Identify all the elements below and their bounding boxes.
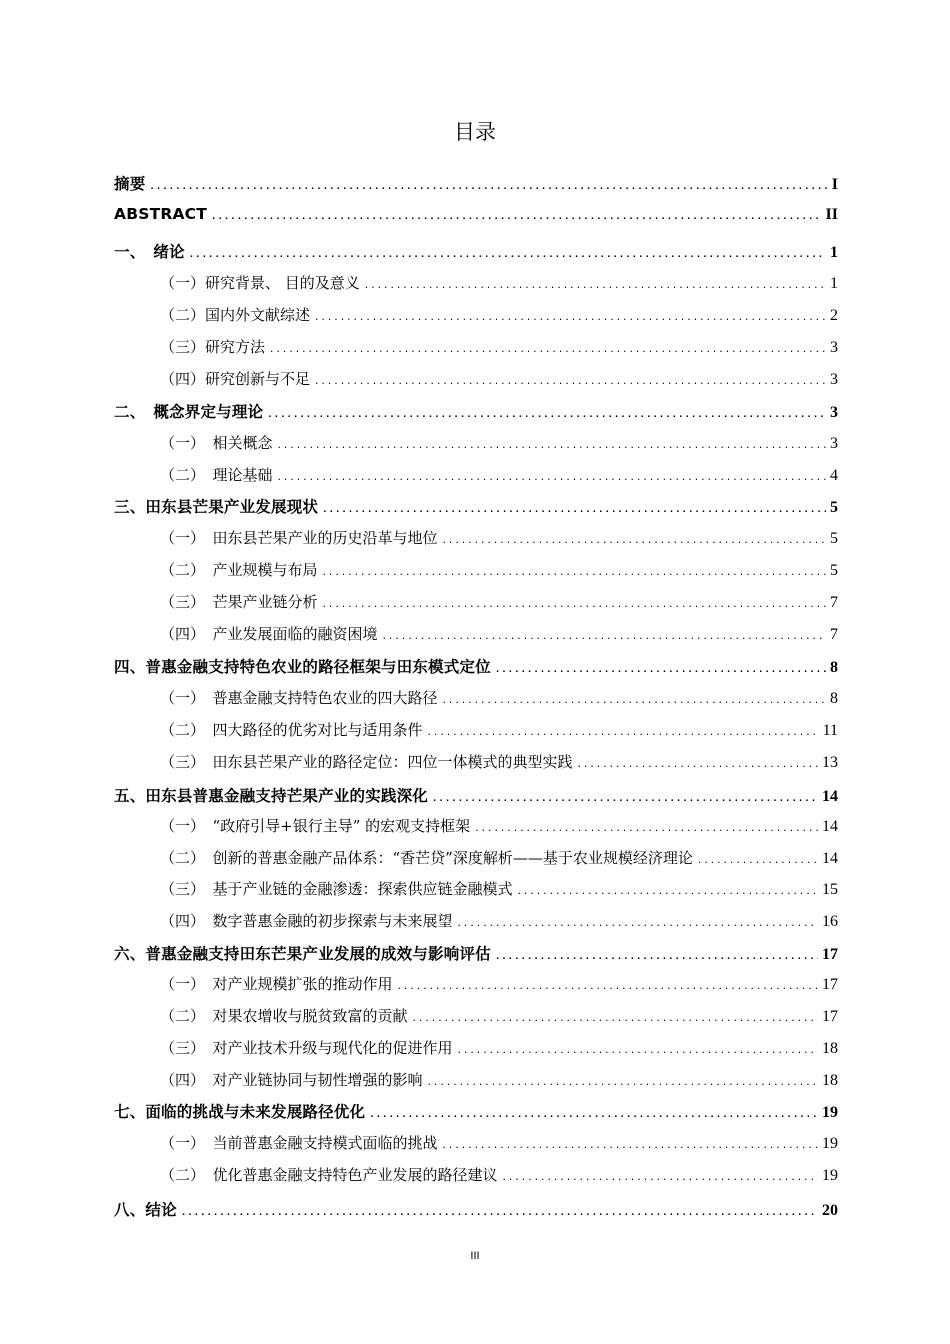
toc-dot-leader: [474, 824, 818, 834]
toc-dot-leader: [181, 1208, 818, 1218]
toc-entry-label: ABSTRACT: [114, 205, 208, 223]
toc-entry-page: II: [825, 206, 838, 223]
toc-entry-label: （二） 产业规模与布局: [160, 561, 318, 579]
toc-entry[interactable]: [114, 942, 838, 966]
toc-entry[interactable]: [114, 655, 838, 679]
toc-dot-leader: [269, 345, 826, 355]
toc-dot-leader: [149, 182, 827, 192]
toc-dot-leader: [277, 473, 826, 483]
toc-entry[interactable]: [160, 910, 838, 934]
toc-entry-page: 3: [830, 404, 838, 421]
toc-entry-page: 19: [822, 1104, 838, 1121]
toc-entry-label: （二）国内外文献综述: [160, 306, 311, 324]
toc-entry-label: 七、面临的挑战与未来发展路径优化: [114, 1103, 366, 1121]
toc-entry-page: 17: [822, 946, 838, 963]
toc-dot-leader: [457, 1046, 818, 1056]
toc-dot-leader: [517, 887, 818, 897]
toc-entry-label: （三） 芒果产业链分析: [160, 593, 318, 611]
toc-entry[interactable]: [114, 1198, 838, 1222]
toc-entry-page: 8: [830, 659, 838, 676]
toc-dot-leader: [369, 1110, 818, 1120]
toc-entry-label: （四） 数字普惠金融的初步探索与未来展望: [160, 912, 453, 930]
toc-entry-label: （一） 相关概念: [160, 434, 273, 452]
toc-dot-leader: [577, 760, 818, 770]
toc-entry[interactable]: [160, 751, 838, 775]
toc-entry[interactable]: [160, 527, 838, 551]
toc-entry-page: 5: [830, 562, 838, 579]
toc-dot-leader: [322, 600, 826, 610]
toc-entry[interactable]: [160, 304, 838, 328]
toc-entry-page: 1: [830, 275, 838, 292]
toc-entry-page: 16: [822, 913, 838, 930]
toc-entry[interactable]: [160, 1005, 838, 1029]
toc-dot-leader: [314, 377, 826, 387]
toc-dot-leader: [432, 794, 818, 804]
toc-entry-label: （四）研究创新与不足: [160, 370, 311, 388]
toc-entry-page: 2: [830, 307, 838, 324]
toc-dot-leader: [314, 313, 826, 323]
toc-dot-leader: [495, 952, 818, 962]
toc-dot-leader: [364, 281, 826, 291]
toc-entry[interactable]: [160, 847, 838, 871]
toc-entry[interactable]: [160, 878, 838, 902]
toc-entry[interactable]: [160, 1037, 838, 1061]
toc-entry-label: （三）研究方法: [160, 338, 266, 356]
toc-entry-page: 14: [822, 788, 838, 805]
toc-entry-label: （一） 当前普惠金融支持模式面临的挑战: [160, 1134, 438, 1152]
toc-dot-leader: [697, 856, 818, 866]
toc-dot-leader: [277, 441, 826, 451]
toc-entry-page: 14: [822, 818, 838, 835]
toc-entry-page: 11: [822, 722, 838, 739]
toc-entry-label: 摘要: [114, 175, 146, 193]
toc-dot-leader: [427, 728, 819, 738]
toc-dot-leader: [397, 982, 818, 992]
toc-entry-page: 5: [830, 530, 838, 547]
toc-entry-page: 7: [830, 594, 838, 611]
toc-entry-label: （一） 对产业规模扩张的推动作用: [160, 975, 393, 993]
toc-entry-page: 18: [822, 1072, 838, 1089]
toc-entry[interactable]: [160, 336, 838, 360]
toc-entry-label: （四） 产业发展面临的融资困境: [160, 625, 378, 643]
toc-entry-label: （一） 普惠金融支持特色农业的四大路径: [160, 689, 438, 707]
toc-entry[interactable]: [160, 687, 838, 711]
toc-entry-label: （四） 对产业链协同与韧性增强的影响: [160, 1071, 423, 1089]
toc-entry-label: （二） 优化普惠金融支持特色产业发展的路径建议: [160, 1166, 498, 1184]
toc-entry[interactable]: [114, 205, 838, 229]
toc-entry[interactable]: [160, 623, 838, 647]
toc-entry-label: 四、普惠金融支持特色农业的路径框架与田东模式定位: [114, 658, 491, 676]
page-number: III: [470, 1250, 480, 1262]
toc-dot-leader: [322, 505, 826, 515]
toc-entry[interactable]: [160, 1069, 838, 1093]
toc-entry-label: （三） 基于产业链的金融渗透：探索供应链金融模式: [160, 880, 513, 898]
toc-entry-page: 14: [822, 850, 838, 867]
toc-entry[interactable]: [160, 1164, 838, 1188]
toc-entry-page: 7: [830, 626, 838, 643]
toc-entry-page: 20: [822, 1202, 838, 1219]
toc-entry-page: 19: [822, 1167, 838, 1184]
toc-entry-page: 4: [830, 467, 838, 484]
toc-entry-page: 3: [830, 339, 838, 356]
toc-dot-leader: [457, 919, 818, 929]
toc-entry-page: 8: [830, 690, 838, 707]
toc-entry-label: （一） “政府引导+银行主导” 的宏观支持框架: [160, 817, 471, 835]
toc-entry-label: （二） 对果农增收与脱贫致富的贡献: [160, 1007, 408, 1025]
toc-entry[interactable]: [160, 272, 838, 296]
toc-entry-page: 19: [822, 1135, 838, 1152]
toc-entry-page: 13: [822, 754, 838, 771]
toc-entry[interactable]: [160, 464, 838, 488]
toc-entry-label: 五、田东县普惠金融支持芒果产业的实践深化: [114, 787, 429, 805]
toc-entry-label: （二） 理论基础: [160, 466, 273, 484]
toc-entry-label: （一） 田东县芒果产业的历史沿革与地位: [160, 529, 438, 547]
toc-entry-page: 3: [830, 435, 838, 452]
toc-entry-page: 18: [822, 1040, 838, 1057]
toc-dot-leader: [412, 1014, 818, 1024]
toc-entry[interactable]: [160, 559, 838, 583]
toc-entry-label: （二） 四大路径的优劣对比与适用条件: [160, 721, 423, 739]
toc-entry[interactable]: [160, 1132, 838, 1156]
toc-entry-page: 17: [822, 1008, 838, 1025]
toc-entry[interactable]: [114, 240, 838, 264]
toc-entry[interactable]: [160, 432, 838, 456]
toc-entry[interactable]: [160, 368, 838, 392]
toc-entry[interactable]: [114, 1100, 838, 1124]
toc-entry-label: 二、 概念界定与理论: [114, 403, 264, 421]
toc-dot-leader: [495, 665, 826, 675]
toc-entry-label: （三） 田东县芒果产业的路径定位：四位一体模式的典型实践: [160, 753, 573, 771]
toc-entry-page: 15: [822, 881, 838, 898]
toc-dot-leader: [267, 410, 826, 420]
toc-entry[interactable]: [160, 973, 838, 997]
toc-entry-label: 一、 绪论: [114, 243, 185, 261]
toc-dot-leader: [502, 1173, 818, 1183]
page-title: 目录: [454, 120, 496, 144]
toc-entry-page: 5: [830, 499, 838, 516]
toc-dot-leader: [189, 250, 826, 260]
toc-dot-leader: [322, 568, 826, 578]
toc-entry-page: 17: [822, 976, 838, 993]
toc-entry[interactable]: [160, 719, 838, 743]
toc-entry-label: （二） 创新的普惠金融产品体系：“香芒贷”深度解析——基于农业规模经济理论: [160, 849, 693, 867]
toc-entry[interactable]: [114, 495, 838, 519]
toc-dot-leader: [211, 212, 822, 222]
toc-entry-label: （一）研究背景、 目的及意义: [160, 274, 360, 292]
toc-entry[interactable]: [114, 400, 838, 424]
toc-dot-leader: [427, 1078, 818, 1088]
toc-entry[interactable]: [114, 784, 838, 808]
toc-entry-label: 六、普惠金融支持田东芒果产业发展的成效与影响评估: [114, 945, 491, 963]
toc-entry-label: 三、田东县芒果产业发展现状: [114, 498, 319, 516]
toc-entry-page: I: [831, 176, 838, 193]
toc-entry-page: 1: [830, 244, 838, 261]
toc-dot-leader: [442, 1141, 818, 1151]
toc-entry-label: （三） 对产业技术升级与现代化的促进作用: [160, 1039, 453, 1057]
toc-entry[interactable]: [114, 172, 838, 196]
toc-entry-label: 八、结论: [114, 1201, 177, 1219]
toc-dot-leader: [442, 696, 826, 706]
toc-entry-page: 3: [830, 371, 838, 388]
toc-entry[interactable]: [160, 591, 838, 615]
toc-entry[interactable]: [160, 815, 838, 839]
toc-dot-leader: [382, 632, 826, 642]
toc-dot-leader: [442, 536, 826, 546]
